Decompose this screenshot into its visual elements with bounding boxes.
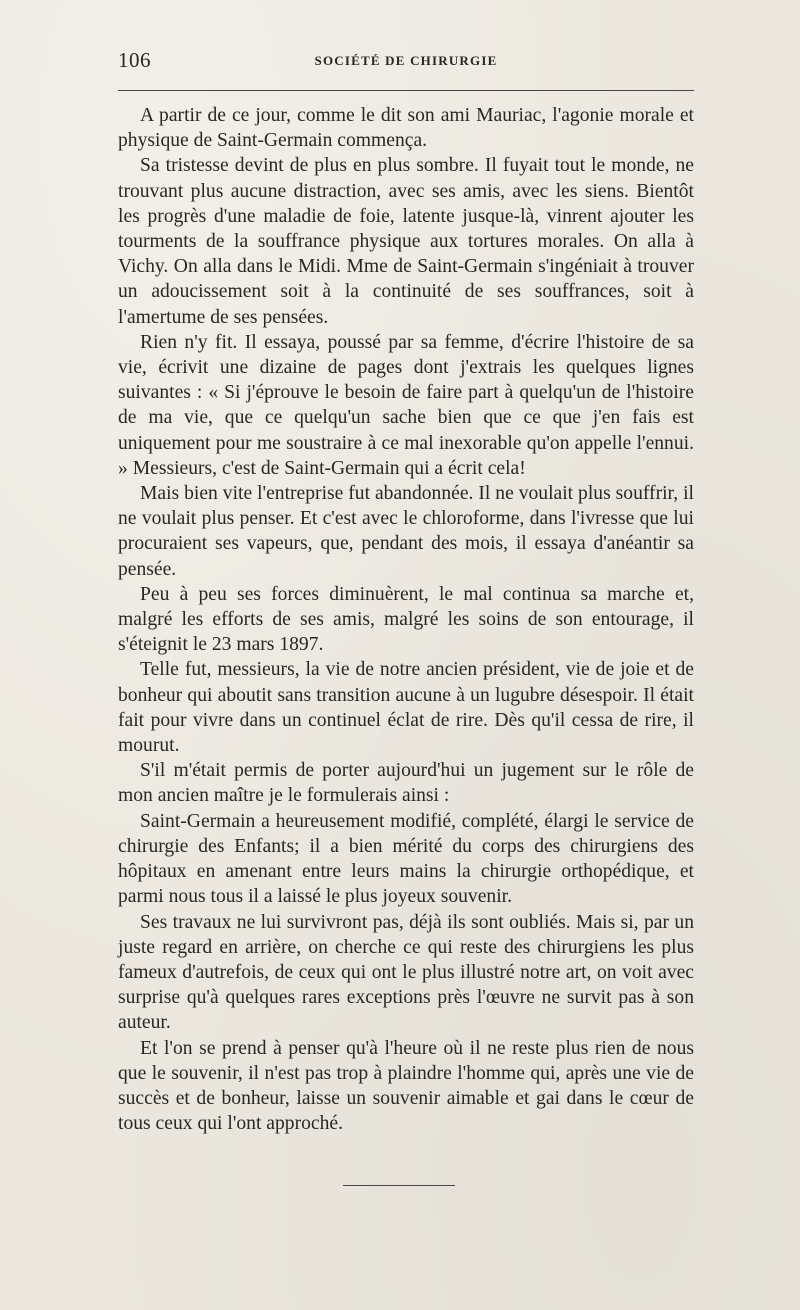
paragraph: Rien n'y fit. Il essaya, poussé par sa femme, d'écrire l'histoire de sa vie, écrivit une dizaine de pages dont j'extrais les quelques lignes suivantes : « Si j'éprouve le besoin de faire part à quelqu'un de l'histoire de ma vie, que ce quelqu'un sache bien que ce que j'en fais est uniquement pour me soustraire à ce mal inexorable qu'on appelle l'ennui. » Messieurs, c'est de Saint-Germain qui a écrit cela! (118, 331, 694, 479)
page-number: 106 (118, 48, 151, 72)
paragraph: S'il m'était permis de porter aujourd'hui un jugement sur le rôle de mon ancien maître je le formulerais ainsi : (118, 760, 694, 807)
paragraph: Ses travaux ne lui survivront pas, déjà ils sont oubliés. Mais si, par un juste regard en arrière, on cherche ce qui reste des chirurgiens les plus fameux d'autrefois, de ceux qui ont le plus illustré notre art, on voit avec surprise qu'à quelques rares exceptions près l'œuvre ne survit pas à son auteur. (118, 911, 694, 1034)
page-header (118, 48, 694, 74)
header-rule (118, 90, 694, 91)
paragraph: Telle fut, messieurs, la vie de notre ancien président, vie de joie et de bonheur qui aboutit sans transition aucune à un lugubre désespoir. Il était fait pour vivre dans un continuel éclat de rire. Dès qu'il cessa de rire, il mourut. (118, 659, 694, 757)
paragraph: Sa tristesse devint de plus en plus sombre. Il fuyait tout le monde, ne trouvant plus aucune distraction, avec ses amis, avec les siens. Bientôt les progrès d'une maladie de foie, latente jusque-là, vinrent ajouter les tourments de la souffrance physique aux tortures morales. On alla à Vichy. On alla dans le Midi. Mme de Saint-Germain s'ingéniait à trouver un adoucissement soit à la continuité de ses souffrances, soit à l'amertume de ses pensées. (118, 155, 694, 328)
paragraph: Et l'on se prend à penser qu'à l'heure où il ne reste plus rien de nous que le souvenir, il n'est pas trop à plaindre l'homme qui, après une vie de succès et de bonheur, laisse un souvenir aimable et gai dans le cœur de tous ceux qui l'ont approché. (118, 1037, 694, 1135)
paragraph: Saint-Germain a heureusement modifié, complété, élargi le service de chirurgie des Enfants; il a bien mérité du corps des chirurgiens des hôpitaux en amenant entre leurs mains la chirurgie orthopédique, et parmi nous tous il a laissé le plus joyeux souvenir. (118, 810, 694, 908)
running-head: SOCIÉTÉ DE CHIRURGIE (314, 53, 498, 68)
paragraph: Mais bien vite l'entreprise fut abandonnée. Il ne voulait plus souffrir, il ne voulait plus penser. Et c'est avec le chloroforme, dans l'ivresse que lui procuraient ses vapeurs, que, pendant des mois, il essaya d'anéantir sa pensée. (118, 483, 694, 580)
end-rule (343, 1185, 455, 1186)
paragraph: Peu à peu ses forces diminuèrent, le mal continua sa marche et, malgré les efforts de ses amis, malgré les soins de son entourage, il s'éteignit le 23 mars 1897. (118, 583, 694, 656)
paragraph: A partir de ce jour, comme le dit son ami Mauriac, l'agonie morale et physique de Saint-Germain commença. (118, 105, 694, 152)
body-text (118, 103, 694, 1136)
